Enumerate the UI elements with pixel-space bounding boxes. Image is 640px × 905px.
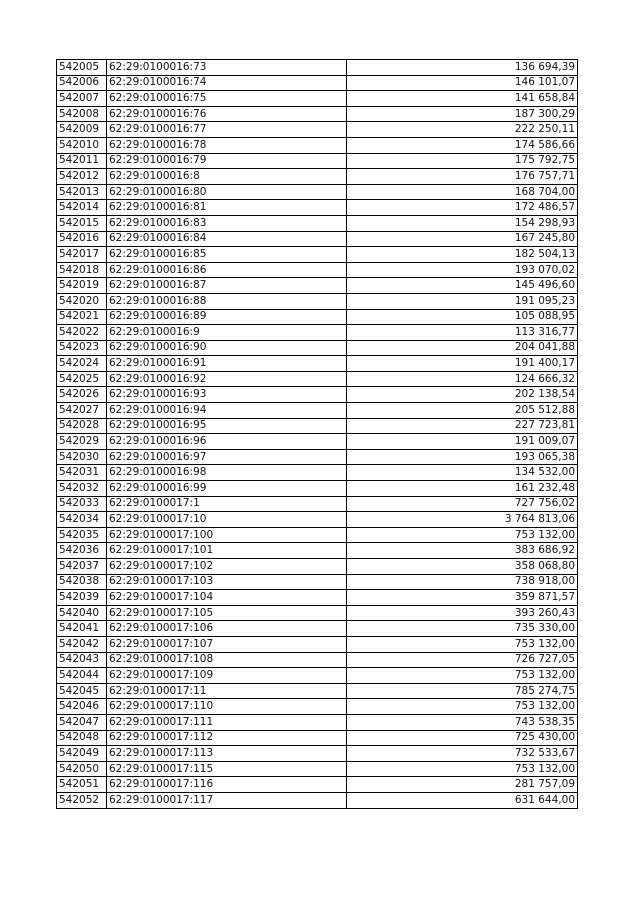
cadastral-value-table — [56, 59, 578, 809]
cadastral-number-cell: 62:29:0100017:1 — [107, 496, 347, 512]
value-cell: 725 430,00 — [347, 730, 578, 746]
row-id-cell: 542008 — [57, 106, 107, 122]
table-row — [57, 527, 578, 543]
value-cell: 161 232,48 — [347, 481, 578, 497]
value-cell: 753 132,00 — [347, 761, 578, 777]
value-cell: 726 727,05 — [347, 652, 578, 668]
table-row — [57, 621, 578, 637]
table-row — [57, 543, 578, 559]
table-row — [57, 60, 578, 76]
table-row — [57, 652, 578, 668]
row-id-cell: 542049 — [57, 746, 107, 762]
value-cell: 191 009,07 — [347, 434, 578, 450]
row-id-cell: 542032 — [57, 481, 107, 497]
value-cell: 281 757,09 — [347, 777, 578, 793]
row-id-cell: 542018 — [57, 262, 107, 278]
value-cell: 753 132,00 — [347, 699, 578, 715]
row-id-cell: 542041 — [57, 621, 107, 637]
cadastral-number-cell: 62:29:0100017:102 — [107, 559, 347, 575]
cadastral-number-cell: 62:29:0100016:91 — [107, 356, 347, 372]
value-cell: 145 496,60 — [347, 278, 578, 294]
table-row — [57, 278, 578, 294]
table-row — [57, 371, 578, 387]
table-row — [57, 512, 578, 528]
table-row — [57, 792, 578, 808]
cadastral-number-cell: 62:29:0100017:110 — [107, 699, 347, 715]
table-row — [57, 777, 578, 793]
row-id-cell: 542014 — [57, 200, 107, 216]
value-cell: 134 532,00 — [347, 465, 578, 481]
value-cell: 204 041,88 — [347, 340, 578, 356]
table-row — [57, 746, 578, 762]
cadastral-number-cell: 62:29:0100017:108 — [107, 652, 347, 668]
row-id-cell: 542035 — [57, 527, 107, 543]
table-row — [57, 325, 578, 341]
table-body — [57, 60, 578, 809]
cadastral-number-cell: 62:29:0100016:76 — [107, 106, 347, 122]
value-cell: 191 400,17 — [347, 356, 578, 372]
row-id-cell: 542023 — [57, 340, 107, 356]
cadastral-number-cell: 62:29:0100016:84 — [107, 231, 347, 247]
value-cell: 785 274,75 — [347, 683, 578, 699]
row-id-cell: 542007 — [57, 91, 107, 107]
table-row — [57, 403, 578, 419]
value-cell: 735 330,00 — [347, 621, 578, 637]
table-row — [57, 75, 578, 91]
value-cell: 753 132,00 — [347, 527, 578, 543]
cadastral-number-cell: 62:29:0100017:112 — [107, 730, 347, 746]
cadastral-number-cell: 62:29:0100017:106 — [107, 621, 347, 637]
value-cell: 105 088,95 — [347, 309, 578, 325]
row-id-cell: 542012 — [57, 169, 107, 185]
table-row — [57, 559, 578, 575]
row-id-cell: 542020 — [57, 293, 107, 309]
cadastral-number-cell: 62:29:0100016:95 — [107, 418, 347, 434]
table-row — [57, 683, 578, 699]
row-id-cell: 542033 — [57, 496, 107, 512]
cadastral-number-cell: 62:29:0100016:85 — [107, 247, 347, 263]
row-id-cell: 542026 — [57, 387, 107, 403]
row-id-cell: 542037 — [57, 559, 107, 575]
value-cell: 167 245,80 — [347, 231, 578, 247]
cadastral-number-cell: 62:29:0100016:73 — [107, 60, 347, 76]
value-cell: 141 658,84 — [347, 91, 578, 107]
row-id-cell: 542046 — [57, 699, 107, 715]
cadastral-number-cell: 62:29:0100017:109 — [107, 668, 347, 684]
table-row — [57, 605, 578, 621]
table-row — [57, 730, 578, 746]
table-row — [57, 356, 578, 372]
value-cell: 193 070,02 — [347, 262, 578, 278]
table-row — [57, 215, 578, 231]
table-row — [57, 590, 578, 606]
value-cell: 174 586,66 — [347, 137, 578, 153]
cadastral-number-cell: 62:29:0100017:113 — [107, 746, 347, 762]
cadastral-number-cell: 62:29:0100016:97 — [107, 449, 347, 465]
cadastral-number-cell: 62:29:0100016:88 — [107, 293, 347, 309]
value-cell: 175 792,75 — [347, 153, 578, 169]
cadastral-number-cell: 62:29:0100017:115 — [107, 761, 347, 777]
cadastral-number-cell: 62:29:0100017:117 — [107, 792, 347, 808]
cadastral-number-cell: 62:29:0100016:78 — [107, 137, 347, 153]
row-id-cell: 542040 — [57, 605, 107, 621]
cadastral-number-cell: 62:29:0100016:89 — [107, 309, 347, 325]
row-id-cell: 542044 — [57, 668, 107, 684]
cadastral-number-cell: 62:29:0100016:79 — [107, 153, 347, 169]
cadastral-number-cell: 62:29:0100016:80 — [107, 184, 347, 200]
table-row — [57, 481, 578, 497]
value-cell: 113 316,77 — [347, 325, 578, 341]
table-row — [57, 668, 578, 684]
row-id-cell: 542045 — [57, 683, 107, 699]
value-cell: 193 065,38 — [347, 449, 578, 465]
row-id-cell: 542039 — [57, 590, 107, 606]
row-id-cell: 542043 — [57, 652, 107, 668]
row-id-cell: 542036 — [57, 543, 107, 559]
cadastral-number-cell: 62:29:0100016:77 — [107, 122, 347, 138]
row-id-cell: 542024 — [57, 356, 107, 372]
row-id-cell: 542050 — [57, 761, 107, 777]
table-row — [57, 262, 578, 278]
value-cell: 359 871,57 — [347, 590, 578, 606]
row-id-cell: 542005 — [57, 60, 107, 76]
row-id-cell: 542047 — [57, 714, 107, 730]
value-cell: 146 101,07 — [347, 75, 578, 91]
row-id-cell: 542030 — [57, 449, 107, 465]
value-cell: 631 644,00 — [347, 792, 578, 808]
row-id-cell: 542006 — [57, 75, 107, 91]
row-id-cell: 542034 — [57, 512, 107, 528]
row-id-cell: 542048 — [57, 730, 107, 746]
table-row — [57, 169, 578, 185]
row-id-cell: 542015 — [57, 215, 107, 231]
cadastral-number-cell: 62:29:0100017:116 — [107, 777, 347, 793]
cadastral-number-cell: 62:29:0100016:81 — [107, 200, 347, 216]
row-id-cell: 542051 — [57, 777, 107, 793]
value-cell: 732 533,67 — [347, 746, 578, 762]
cadastral-number-cell: 62:29:0100016:98 — [107, 465, 347, 481]
cadastral-number-cell: 62:29:0100016:96 — [107, 434, 347, 450]
value-cell: 136 694,39 — [347, 60, 578, 76]
table-row — [57, 293, 578, 309]
table-row — [57, 434, 578, 450]
row-id-cell: 542025 — [57, 371, 107, 387]
table-row — [57, 449, 578, 465]
cadastral-number-cell: 62:29:0100016:87 — [107, 278, 347, 294]
table-row — [57, 122, 578, 138]
value-cell: 124 666,32 — [347, 371, 578, 387]
table-row — [57, 636, 578, 652]
table-row — [57, 418, 578, 434]
row-id-cell: 542028 — [57, 418, 107, 434]
table-row — [57, 231, 578, 247]
cadastral-number-cell: 62:29:0100017:103 — [107, 574, 347, 590]
value-cell: 753 132,00 — [347, 668, 578, 684]
value-cell: 753 132,00 — [347, 636, 578, 652]
cadastral-number-cell: 62:29:0100016:92 — [107, 371, 347, 387]
row-id-cell: 542029 — [57, 434, 107, 450]
table-row — [57, 137, 578, 153]
row-id-cell: 542017 — [57, 247, 107, 263]
table-row — [57, 465, 578, 481]
row-id-cell: 542011 — [57, 153, 107, 169]
row-id-cell: 542016 — [57, 231, 107, 247]
row-id-cell: 542010 — [57, 137, 107, 153]
table-row — [57, 496, 578, 512]
table-row — [57, 309, 578, 325]
table-row — [57, 106, 578, 122]
value-cell: 358 068,80 — [347, 559, 578, 575]
cadastral-number-cell: 62:29:0100017:107 — [107, 636, 347, 652]
row-id-cell: 542042 — [57, 636, 107, 652]
value-cell: 154 298,93 — [347, 215, 578, 231]
value-cell: 168 704,00 — [347, 184, 578, 200]
cadastral-number-cell: 62:29:0100017:104 — [107, 590, 347, 606]
table-row — [57, 200, 578, 216]
cadastral-number-cell: 62:29:0100017:10 — [107, 512, 347, 528]
value-cell: 187 300,29 — [347, 106, 578, 122]
table-row — [57, 91, 578, 107]
cadastral-number-cell: 62:29:0100017:105 — [107, 605, 347, 621]
value-cell: 182 504,13 — [347, 247, 578, 263]
row-id-cell: 542031 — [57, 465, 107, 481]
value-cell: 743 538,35 — [347, 714, 578, 730]
value-cell: 191 095,23 — [347, 293, 578, 309]
table-row — [57, 153, 578, 169]
row-id-cell: 542009 — [57, 122, 107, 138]
value-cell: 227 723,81 — [347, 418, 578, 434]
cadastral-number-cell: 62:29:0100016:93 — [107, 387, 347, 403]
value-cell: 202 138,54 — [347, 387, 578, 403]
row-id-cell: 542021 — [57, 309, 107, 325]
row-id-cell: 542038 — [57, 574, 107, 590]
cadastral-number-cell: 62:29:0100016:75 — [107, 91, 347, 107]
table-row — [57, 699, 578, 715]
cadastral-number-cell: 62:29:0100016:8 — [107, 169, 347, 185]
cadastral-number-cell: 62:29:0100016:94 — [107, 403, 347, 419]
cadastral-number-cell: 62:29:0100016:90 — [107, 340, 347, 356]
table-row — [57, 184, 578, 200]
cadastral-number-cell: 62:29:0100016:83 — [107, 215, 347, 231]
value-cell: 738 918,00 — [347, 574, 578, 590]
value-cell: 383 686,92 — [347, 543, 578, 559]
value-cell: 205 512,88 — [347, 403, 578, 419]
cadastral-number-cell: 62:29:0100016:99 — [107, 481, 347, 497]
cadastral-number-cell: 62:29:0100016:9 — [107, 325, 347, 341]
table-row — [57, 714, 578, 730]
value-cell: 222 250,11 — [347, 122, 578, 138]
value-cell: 172 486,57 — [347, 200, 578, 216]
row-id-cell: 542022 — [57, 325, 107, 341]
row-id-cell: 542052 — [57, 792, 107, 808]
table-row — [57, 761, 578, 777]
cadastral-number-cell: 62:29:0100016:86 — [107, 262, 347, 278]
row-id-cell: 542019 — [57, 278, 107, 294]
value-cell: 727 756,02 — [347, 496, 578, 512]
cadastral-number-cell: 62:29:0100017:11 — [107, 683, 347, 699]
table-row — [57, 574, 578, 590]
cadastral-number-cell: 62:29:0100017:111 — [107, 714, 347, 730]
table-row — [57, 340, 578, 356]
row-id-cell: 542013 — [57, 184, 107, 200]
row-id-cell: 542027 — [57, 403, 107, 419]
table-row — [57, 387, 578, 403]
value-cell: 393 260,43 — [347, 605, 578, 621]
cadastral-number-cell: 62:29:0100017:100 — [107, 527, 347, 543]
table-row — [57, 247, 578, 263]
cadastral-number-cell: 62:29:0100016:74 — [107, 75, 347, 91]
cadastral-number-cell: 62:29:0100017:101 — [107, 543, 347, 559]
value-cell: 3 764 813,06 — [347, 512, 578, 528]
value-cell: 176 757,71 — [347, 169, 578, 185]
